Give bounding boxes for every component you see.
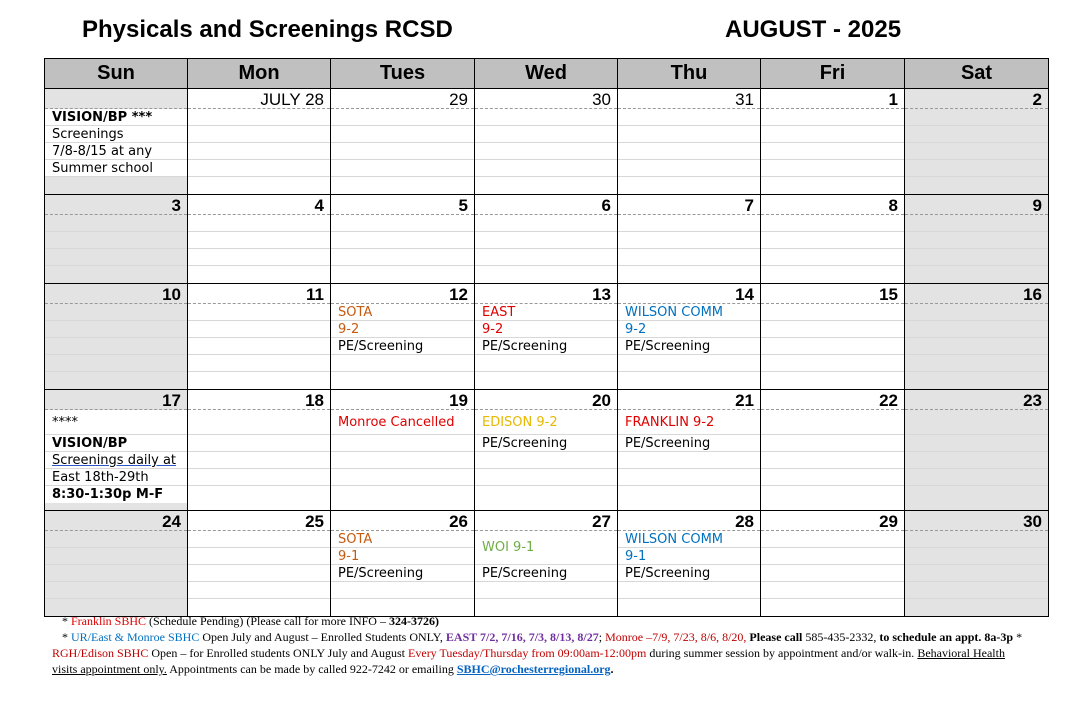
event-line: 9-2	[475, 321, 617, 338]
week-row-1	[45, 89, 1049, 195]
event-line: 9-2	[618, 321, 760, 338]
day-number: 16	[905, 284, 1048, 304]
header-sun: Sun	[45, 59, 188, 89]
day-cell	[475, 390, 618, 511]
event-line: 8:30-1:30p M-F	[45, 486, 187, 503]
week-row-2	[45, 195, 1049, 284]
day-cell	[45, 511, 188, 617]
day-cell	[905, 511, 1049, 617]
day-cell	[905, 89, 1049, 195]
day-number: 15	[761, 284, 904, 304]
day-number: 9	[905, 195, 1048, 215]
event-line: PE/Screening	[475, 565, 617, 582]
day-number: 11	[188, 284, 330, 304]
event-line: 9-2	[331, 321, 474, 338]
day-cell	[331, 390, 475, 511]
day-cell	[45, 390, 188, 511]
day-number: 27	[475, 511, 617, 531]
day-number: 8	[761, 195, 904, 215]
event-line: Screenings	[45, 126, 187, 143]
day-number: 12	[331, 284, 474, 304]
day-cell	[618, 390, 761, 511]
event-line: 9-1	[618, 548, 760, 565]
day-number: 24	[45, 511, 187, 531]
day-number: 30	[475, 89, 617, 109]
day-cell	[905, 195, 1049, 284]
page-title: Physicals and Screenings RCSD	[82, 16, 453, 43]
event-line: 9-1	[331, 548, 474, 565]
day-number: 23	[905, 390, 1048, 410]
day-number: 13	[475, 284, 617, 304]
day-cell	[188, 89, 331, 195]
event-line: VISION/BP	[45, 435, 187, 452]
calendar-grid	[44, 58, 1049, 617]
day-number: 31	[618, 89, 760, 109]
day-cell	[761, 89, 905, 195]
week-row-4	[45, 390, 1049, 511]
footnote-franklin: * Franklin SBHC (Schedule Pending) (Please call for more INFO – 324-3726)	[62, 614, 439, 628]
day-cell	[905, 390, 1049, 511]
week-row-5	[45, 511, 1049, 617]
day-number: 17	[45, 390, 187, 410]
header-thu: Thu	[618, 59, 761, 89]
day-number: 2	[905, 89, 1048, 109]
day-cell	[475, 284, 618, 390]
day-cell	[475, 195, 618, 284]
day-number: 14	[618, 284, 760, 304]
day-cell	[905, 284, 1049, 390]
day-cell	[331, 284, 475, 390]
event-line: WILSON COMM	[618, 304, 760, 321]
day-cell	[761, 284, 905, 390]
day-number: 7	[618, 195, 760, 215]
event-line: PE/Screening	[475, 435, 617, 452]
header-fri: Fri	[761, 59, 905, 89]
day-number: 5	[331, 195, 474, 215]
day-number: 4	[188, 195, 330, 215]
event-line: 7/8-8/15 at any	[45, 143, 187, 160]
day-number	[45, 89, 187, 109]
header-sat: Sat	[905, 59, 1049, 89]
day-number: 29	[761, 511, 904, 531]
event-line: PE/Screening	[618, 565, 760, 582]
day-cell	[618, 511, 761, 617]
event-line: PE/Screening	[475, 338, 617, 355]
day-number: 3	[45, 195, 187, 215]
day-number: 10	[45, 284, 187, 304]
day-number: 18	[188, 390, 330, 410]
day-cell	[188, 195, 331, 284]
day-cell	[45, 284, 188, 390]
day-cell	[761, 195, 905, 284]
day-number: 19	[331, 390, 474, 410]
event-line: PE/Screening	[331, 565, 474, 582]
day-cell	[188, 390, 331, 511]
event-line: PE/Screening	[618, 338, 760, 355]
event-line: EDISON 9-2	[475, 410, 617, 435]
day-number: 1	[761, 89, 904, 109]
event-line: PE/Screening	[331, 338, 474, 355]
event-line: VISION/BP ***	[45, 109, 187, 126]
day-cell	[618, 89, 761, 195]
day-cell	[618, 195, 761, 284]
event-line: FRANKLIN 9-2	[618, 410, 760, 435]
day-cell	[45, 89, 188, 195]
month-title: AUGUST - 2025	[725, 16, 902, 43]
event-line: SOTA	[331, 304, 474, 321]
day-cell	[475, 89, 618, 195]
day-cell	[761, 390, 905, 511]
day-cell	[188, 284, 331, 390]
header-mon: Mon	[188, 59, 331, 89]
event-line: Summer school	[45, 160, 187, 177]
day-cell	[45, 195, 188, 284]
weekday-header-row	[45, 59, 1049, 89]
day-number: 21	[618, 390, 760, 410]
day-number: 29	[331, 89, 474, 109]
event-line: EAST	[475, 304, 617, 321]
event-line: Monroe Cancelled	[331, 410, 474, 435]
day-number: 25	[188, 511, 330, 531]
footnotes	[52, 613, 1032, 677]
day-number: 28	[618, 511, 760, 531]
day-cell	[331, 511, 475, 617]
event-line: East 18th-29th	[45, 469, 187, 486]
event-line: Screenings daily at	[45, 452, 187, 469]
week-row-3	[45, 284, 1049, 390]
event-line: WILSON COMM	[618, 531, 760, 548]
event-line: ****	[45, 410, 187, 435]
email-link[interactable]: SBHC@rochesterregional.org	[456, 662, 611, 676]
day-number: 20	[475, 390, 617, 410]
day-number: JULY 28	[188, 89, 330, 109]
day-number: 26	[331, 511, 474, 531]
header-wed: Wed	[475, 59, 618, 89]
day-cell	[188, 511, 331, 617]
day-number: 30	[905, 511, 1048, 531]
event-line: PE/Screening	[618, 435, 760, 452]
day-cell	[331, 195, 475, 284]
footnote-sbhc: * UR/East & Monroe SBHC Open July and August – Enrolled Students ONLY, EAST 7/2, 7/16, 7/3, 8/13, 8/27; Monroe –7/9, 7/23, 8/6, 8/20, Please call 585-435-2332, to schedule an appt. 8a-3p * RGH/Edison SBHC Open – for Enrolled students ONLY July and August Every Tuesday/Thursday from 09:00am-12:00pm during summer session by appointment and/or walk-in. Behavioral Health visits appointment only. Appointments can be made by called 922-7242 or emailing SBHC@rochesterregional.org.	[52, 630, 1023, 676]
event-line: SOTA	[331, 531, 474, 548]
day-cell	[618, 284, 761, 390]
day-cell	[331, 89, 475, 195]
event-line: WOI 9-1	[475, 531, 617, 565]
day-number: 22	[761, 390, 904, 410]
day-cell	[761, 511, 905, 617]
day-cell	[475, 511, 618, 617]
day-number: 6	[475, 195, 617, 215]
header-tue: Tues	[331, 59, 475, 89]
